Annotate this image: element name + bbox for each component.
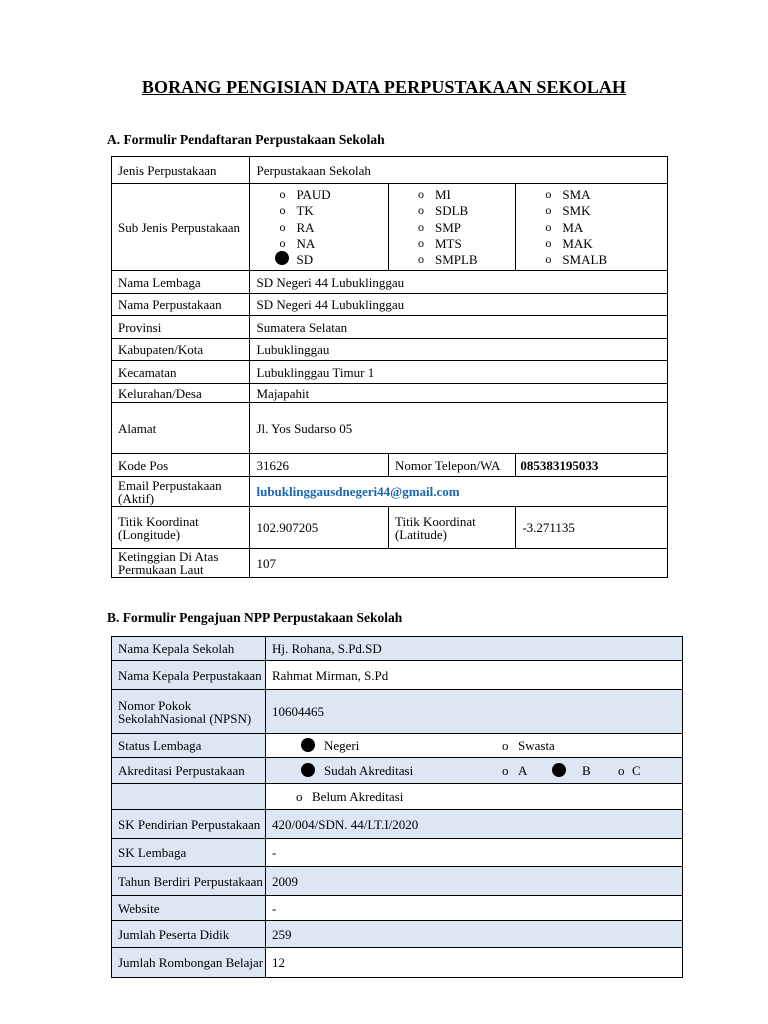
status-negeri[interactable]: Negeri <box>324 738 360 753</box>
selected-dot-icon <box>268 251 296 268</box>
akreditasi-options <box>266 758 683 784</box>
option-label: MA <box>562 219 584 235</box>
radio-icon: o <box>618 763 625 778</box>
kode-pos-value[interactable]: 31626 <box>250 454 388 477</box>
option-label: SMALB <box>562 251 608 267</box>
grade-c[interactable]: C <box>632 763 641 778</box>
option-ra[interactable] <box>268 219 387 235</box>
option-label: MTS <box>434 235 462 251</box>
nama-perpus-label: Nama Perpustakaan <box>112 294 250 316</box>
option-smplb[interactable] <box>407 251 515 267</box>
status-swasta[interactable]: Swasta <box>518 738 555 753</box>
page-title: BORANG PENGISIAN DATA PERPUSTAKAAN SEKOLAH <box>141 77 627 97</box>
kepala-perpus-value[interactable]: Rahmat Mirman, S.Pd <box>266 661 683 690</box>
option-smalb[interactable] <box>534 251 667 267</box>
kabupaten-label: Kabupaten/Kota <box>112 339 250 361</box>
radio-icon: o <box>417 187 424 202</box>
nama-lembaga-label: Nama Lembaga <box>112 271 250 294</box>
ketinggian-label: Ketinggian Di Atas Permukaan Laut <box>112 549 250 578</box>
jenis-label: Jenis Perpustakaan <box>112 157 250 184</box>
option-label: TK <box>296 203 314 219</box>
rombongan-label: Jumlah Rombongan Belajar <box>112 948 266 978</box>
option-label: NA <box>296 235 316 251</box>
option-mts[interactable] <box>407 235 515 251</box>
npp-table <box>111 636 683 978</box>
kelurahan-label: Kelurahan/Desa <box>112 384 250 403</box>
ketinggian-value[interactable]: 107 <box>250 549 668 578</box>
jenis-value: Perpustakaan Sekolah <box>250 157 668 184</box>
option-label: MAK <box>562 235 593 251</box>
option-sd[interactable] <box>268 251 387 267</box>
option-smk[interactable] <box>534 203 667 219</box>
sudah-akreditasi[interactable]: Sudah Akreditasi <box>324 763 414 778</box>
option-tk[interactable] <box>268 203 387 219</box>
option-label: SDLB <box>434 203 469 219</box>
selected-dot-icon <box>292 738 324 754</box>
kabupaten-value[interactable]: Lubuklinggau <box>250 339 668 361</box>
radio-icon: o <box>545 235 552 250</box>
radio-icon: o <box>545 219 552 234</box>
option-label: SMA <box>562 187 591 203</box>
longitude-value[interactable]: 102.907205 <box>250 507 388 549</box>
option-sdlb[interactable] <box>407 203 515 219</box>
option-label: RA <box>296 219 315 235</box>
alamat-value[interactable]: Jl. Yos Sudarso 05 <box>250 403 668 454</box>
telepon-label: Nomor Telepon/WA <box>388 454 515 477</box>
option-label: SMK <box>562 203 591 219</box>
option-label: SMPLB <box>434 251 478 267</box>
provinsi-value[interactable]: Sumatera Selatan <box>250 316 668 339</box>
kelurahan-value[interactable]: Majapahit <box>250 384 668 403</box>
option-paud[interactable] <box>268 187 387 203</box>
radio-icon: o <box>545 203 552 218</box>
selected-dot-icon <box>552 763 582 779</box>
website-value[interactable]: - <box>266 896 683 921</box>
option-label: SD <box>296 251 314 267</box>
registration-table <box>111 156 668 578</box>
radio-icon: o <box>545 251 552 266</box>
nama-lembaga-value[interactable]: SD Negeri 44 Lubuklinggau <box>250 271 668 294</box>
radio-icon: o <box>417 251 424 266</box>
radio-icon: o <box>502 738 509 753</box>
radio-icon: o <box>417 235 424 250</box>
website-label: Website <box>112 896 266 921</box>
longitude-label: Titik Koordinat (Longitude) <box>112 507 250 549</box>
sub-jenis-col-3 <box>516 184 668 271</box>
sub-jenis-col-1 <box>250 184 388 271</box>
sk-pendirian-value[interactable]: 420/004/SDN. 44/LT.I/2020 <box>266 810 683 839</box>
peserta-value[interactable]: 259 <box>266 921 683 948</box>
kode-pos-label: Kode Pos <box>112 454 250 477</box>
selected-dot-icon <box>292 763 324 779</box>
option-label: SMP <box>434 219 461 235</box>
sk-lembaga-value[interactable]: - <box>266 839 683 867</box>
option-mi[interactable] <box>407 187 515 203</box>
radio-icon: o <box>296 789 303 804</box>
section-a-heading: A. Formulir Pendaftaran Perpustakaan Sekolah <box>107 132 385 147</box>
peserta-label: Jumlah Peserta Didik <box>112 921 266 948</box>
akreditasi-label-cont <box>112 784 266 810</box>
grade-b[interactable]: B <box>582 763 591 778</box>
kecamatan-value[interactable]: Lubuklinggau Timur 1 <box>250 361 668 384</box>
telepon-value[interactable]: 085383195033 <box>516 454 668 477</box>
option-ma[interactable] <box>534 219 667 235</box>
sub-jenis-col-2 <box>388 184 515 271</box>
npsn-label: Nomor Pokok SekolahNasional (NPSN) <box>112 690 266 734</box>
radio-icon: o <box>545 187 552 202</box>
radio-icon: o <box>279 219 286 234</box>
radio-icon: o <box>279 203 286 218</box>
radio-icon: o <box>279 235 286 250</box>
tahun-label: Tahun Berdiri Perpustakaan <box>112 867 266 896</box>
section-b-heading: B. Formulir Pengajuan NPP Perpustakaan Sekolah <box>107 610 403 625</box>
grade-a[interactable]: A <box>518 763 528 778</box>
option-sma[interactable] <box>534 187 667 203</box>
option-na[interactable] <box>268 235 387 251</box>
tahun-value[interactable]: 2009 <box>266 867 683 896</box>
option-mak[interactable] <box>534 235 667 251</box>
akreditasi-label: Akreditasi Perpustakaan <box>112 758 266 784</box>
status-options <box>266 734 683 758</box>
belum-akreditasi[interactable]: Belum Akreditasi <box>312 789 404 804</box>
radio-icon: o <box>417 203 424 218</box>
radio-icon: o <box>502 763 509 778</box>
sk-lembaga-label: SK Lembaga <box>112 839 266 867</box>
nama-perpus-value[interactable]: SD Negeri 44 Lubuklinggau <box>250 294 668 316</box>
email-label: Email Perpustakaan (Aktif) <box>112 477 250 507</box>
kepala-sekolah-label: Nama Kepala Sekolah <box>112 637 266 661</box>
kecamatan-label: Kecamatan <box>112 361 250 384</box>
option-smp[interactable] <box>407 219 515 235</box>
kepala-perpus-label: Nama Kepala Perpustakaan <box>112 661 266 690</box>
latitude-label: Titik Koordinat (Latitude) <box>388 507 515 549</box>
provinsi-label: Provinsi <box>112 316 250 339</box>
radio-icon: o <box>279 187 286 202</box>
kepala-sekolah-value[interactable]: Hj. Rohana, S.Pd.SD <box>266 637 683 661</box>
radio-icon: o <box>417 219 424 234</box>
email-value[interactable]: lubuklinggausdnegeri44@gmail.com <box>250 477 668 507</box>
rombongan-value[interactable]: 12 <box>266 948 683 978</box>
sk-pendirian-label: SK Pendirian Perpustakaan <box>112 810 266 839</box>
sub-jenis-label: Sub Jenis Perpustakaan <box>112 184 250 271</box>
belum-akreditasi-row <box>266 784 683 810</box>
alamat-label: Alamat <box>112 403 250 454</box>
npsn-value[interactable]: 10604465 <box>266 690 683 734</box>
option-label: MI <box>434 187 451 203</box>
status-label: Status Lembaga <box>112 734 266 758</box>
option-label: PAUD <box>296 187 331 203</box>
latitude-value[interactable]: -3.271135 <box>516 507 668 549</box>
